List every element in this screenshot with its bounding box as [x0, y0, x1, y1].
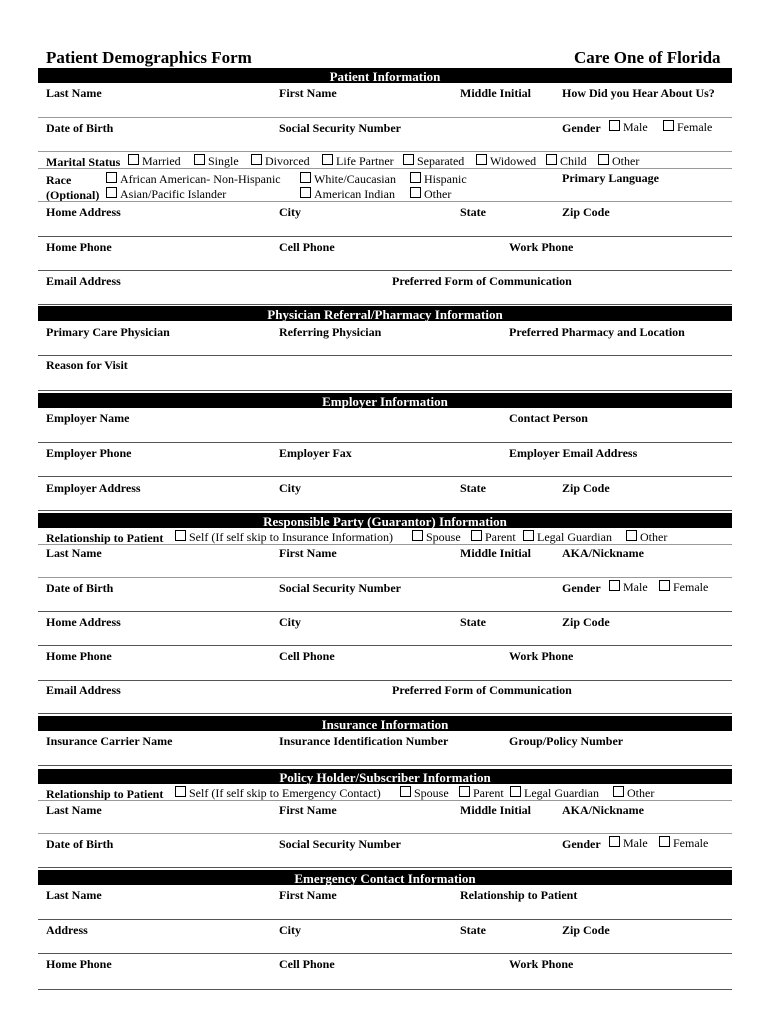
checkbox-icon[interactable] — [510, 786, 521, 797]
emergency-home-phone-label: Home Phone — [46, 957, 112, 971]
patient-first-name-label: First Name — [279, 86, 337, 100]
policy-gender-label: Gender — [562, 837, 601, 851]
patient-ssn-label: Social Security Number — [279, 121, 401, 135]
checkbox-icon[interactable] — [598, 154, 609, 165]
patient-last-name-label: Last Name — [46, 86, 102, 100]
emergency-relationship-label: Relationship to Patient — [460, 888, 578, 902]
race-asian-option[interactable]: Asian/Pacific Islander — [106, 187, 226, 202]
patient-state-label: State — [460, 205, 486, 219]
policy-parent-option[interactable]: Parent — [459, 786, 504, 801]
guarantor-city-label: City — [279, 615, 301, 629]
marital-life-partner-option[interactable]: Life Partner — [322, 154, 394, 169]
checkbox-icon[interactable] — [613, 786, 624, 797]
guarantor-aka-label: AKA/Nickname — [562, 546, 644, 560]
race-african-american-option[interactable]: African American- Non-Hispanic — [106, 172, 281, 187]
marital-widowed-option[interactable]: Widowed — [476, 154, 536, 169]
section-emergency-contact: Emergency Contact Information — [38, 870, 732, 885]
policy-last-name-label: Last Name — [46, 803, 102, 817]
guarantor-gender-label: Gender — [562, 581, 601, 595]
patient-cell-phone-label: Cell Phone — [279, 240, 335, 254]
patient-work-phone-label: Work Phone — [509, 240, 574, 254]
marital-divorced-option[interactable]: Divorced — [251, 154, 310, 169]
patient-dob-label: Date of Birth — [46, 121, 114, 135]
patient-gender-female-option[interactable]: Female — [663, 120, 712, 135]
emergency-address-label: Address — [46, 923, 88, 937]
guarantor-gender-female-option[interactable]: Female — [659, 580, 708, 595]
guarantor-home-phone-label: Home Phone — [46, 649, 112, 663]
checkbox-icon[interactable] — [626, 530, 637, 541]
guarantor-dob-label: Date of Birth — [46, 581, 114, 595]
checkbox-icon[interactable] — [251, 154, 262, 165]
employer-zip-label: Zip Code — [562, 481, 610, 495]
emergency-work-phone-label: Work Phone — [509, 957, 574, 971]
checkbox-icon[interactable] — [410, 172, 421, 183]
guarantor-gender-male-option[interactable]: Male — [609, 580, 648, 595]
guarantor-last-name-label: Last Name — [46, 546, 102, 560]
policy-dob-label: Date of Birth — [46, 837, 114, 851]
emergency-zip-label: Zip Code — [562, 923, 610, 937]
guarantor-legal-guardian-option[interactable]: Legal Guardian — [523, 530, 612, 545]
checkbox-icon[interactable] — [322, 154, 333, 165]
checkbox-icon[interactable] — [659, 580, 670, 591]
checkbox-icon[interactable] — [459, 786, 470, 797]
employer-state-label: State — [460, 481, 486, 495]
employer-contact-person-label: Contact Person — [509, 411, 588, 425]
patient-city-label: City — [279, 205, 301, 219]
section-physician-referral: Physician Referral/Pharmacy Information — [38, 306, 732, 321]
organization-name: Care One of Florida — [574, 48, 721, 67]
checkbox-icon[interactable] — [106, 172, 117, 183]
emergency-city-label: City — [279, 923, 301, 937]
guarantor-email-label: Email Address — [46, 683, 121, 697]
marital-single-option[interactable]: Single — [194, 154, 239, 169]
employer-phone-label: Employer Phone — [46, 446, 132, 460]
marital-child-option[interactable]: Child — [546, 154, 587, 169]
policy-relationship-label: Relationship to Patient — [46, 787, 164, 801]
policy-first-name-label: First Name — [279, 803, 337, 817]
checkbox-icon[interactable] — [663, 120, 674, 131]
patient-email-label: Email Address — [46, 274, 121, 288]
guarantor-zip-label: Zip Code — [562, 615, 610, 629]
race-american-indian-option[interactable]: American Indian — [300, 187, 395, 202]
marital-married-option[interactable]: Married — [128, 154, 181, 169]
employer-fax-label: Employer Fax — [279, 446, 352, 460]
policy-self-option[interactable]: Self (If self skip to Emergency Contact) — [175, 786, 381, 801]
checkbox-icon[interactable] — [194, 154, 205, 165]
section-insurance-information: Insurance Information — [38, 716, 732, 731]
checkbox-icon[interactable] — [523, 530, 534, 541]
marital-status-label: Marital Status — [46, 155, 121, 169]
guarantor-self-option[interactable]: Self (If self skip to Insurance Information) — [175, 530, 393, 545]
primary-language-label: Primary Language — [562, 171, 659, 185]
guarantor-work-phone-label: Work Phone — [509, 649, 574, 663]
race-optional-label: (Optional) — [46, 188, 100, 202]
guarantor-first-name-label: First Name — [279, 546, 337, 560]
employer-address-label: Employer Address — [46, 481, 141, 495]
patient-preferred-comm-label: Preferred Form of Communication — [392, 274, 572, 288]
employer-name-label: Employer Name — [46, 411, 130, 425]
patient-home-phone-label: Home Phone — [46, 240, 112, 254]
guarantor-cell-phone-label: Cell Phone — [279, 649, 335, 663]
insurance-group-label: Group/Policy Number — [509, 734, 624, 748]
reason-for-visit-label: Reason for Visit — [46, 358, 128, 372]
marital-separated-option[interactable]: Separated — [403, 154, 464, 169]
checkbox-icon[interactable] — [609, 120, 620, 131]
patient-home-address-label: Home Address — [46, 205, 121, 219]
policy-middle-initial-label: Middle Initial — [460, 803, 532, 817]
patient-middle-initial-label: Middle Initial — [460, 86, 532, 100]
employer-email-label: Employer Email Address — [509, 446, 638, 460]
race-other-option[interactable]: Other — [410, 187, 451, 202]
guarantor-parent-option[interactable]: Parent — [471, 530, 516, 545]
checkbox-icon[interactable] — [175, 530, 186, 541]
guarantor-ssn-label: Social Security Number — [279, 581, 401, 595]
policy-ssn-label: Social Security Number — [279, 837, 401, 851]
checkbox-icon[interactable] — [403, 154, 414, 165]
guarantor-preferred-comm-label: Preferred Form of Communication — [392, 683, 572, 697]
checkbox-icon[interactable] — [410, 187, 421, 198]
emergency-state-label: State — [460, 923, 486, 937]
guarantor-other-option[interactable]: Other — [626, 530, 667, 545]
emergency-last-name-label: Last Name — [46, 888, 102, 902]
checkbox-icon[interactable] — [412, 530, 423, 541]
policy-legal-guardian-option[interactable]: Legal Guardian — [510, 786, 599, 801]
checkbox-icon[interactable] — [546, 154, 557, 165]
checkbox-icon[interactable] — [175, 786, 186, 797]
race-label: Race — [46, 173, 72, 187]
checkbox-icon[interactable] — [300, 172, 311, 183]
policy-gender-male-option[interactable]: Male — [609, 836, 648, 851]
insurance-carrier-label: Insurance Carrier Name — [46, 734, 173, 748]
race-hispanic-option[interactable]: Hispanic — [410, 172, 467, 187]
checkbox-icon[interactable] — [106, 187, 117, 198]
policy-other-option[interactable]: Other — [613, 786, 654, 801]
checkbox-icon[interactable] — [609, 580, 620, 591]
race-white-option[interactable]: White/Caucasian — [300, 172, 396, 187]
patient-gender-male-option[interactable]: Male — [609, 120, 648, 135]
insurance-id-label: Insurance Identification Number — [279, 734, 449, 748]
policy-aka-label: AKA/Nickname — [562, 803, 644, 817]
form-title: Patient Demographics Form — [46, 48, 252, 67]
guarantor-state-label: State — [460, 615, 486, 629]
section-guarantor-information: Responsible Party (Guarantor) Information — [38, 513, 732, 528]
emergency-cell-phone-label: Cell Phone — [279, 957, 335, 971]
guarantor-home-address-label: Home Address — [46, 615, 121, 629]
patient-gender-label: Gender — [562, 121, 601, 135]
section-policy-holder: Policy Holder/Subscriber Information — [38, 769, 732, 784]
section-employer-information: Employer Information — [38, 393, 732, 408]
guarantor-middle-initial-label: Middle Initial — [460, 546, 532, 560]
employer-city-label: City — [279, 481, 301, 495]
policy-spouse-option[interactable]: Spouse — [400, 786, 449, 801]
checkbox-icon[interactable] — [659, 836, 670, 847]
checkbox-icon[interactable] — [471, 530, 482, 541]
primary-care-physician-label: Primary Care Physician — [46, 325, 170, 339]
checkbox-icon[interactable] — [476, 154, 487, 165]
checkbox-icon[interactable] — [128, 154, 139, 165]
section-patient-information: Patient Information — [38, 68, 732, 83]
checkbox-icon[interactable] — [609, 836, 620, 847]
marital-other-option[interactable]: Other — [598, 154, 639, 169]
referring-physician-label: Referring Physician — [279, 325, 382, 339]
preferred-pharmacy-label: Preferred Pharmacy and Location — [509, 325, 685, 339]
guarantor-relationship-label: Relationship to Patient — [46, 531, 164, 545]
checkbox-icon[interactable] — [300, 187, 311, 198]
emergency-first-name-label: First Name — [279, 888, 337, 902]
patient-heard-label: How Did you Hear About Us? — [562, 86, 715, 100]
patient-zip-label: Zip Code — [562, 205, 610, 219]
guarantor-spouse-option[interactable]: Spouse — [412, 530, 461, 545]
policy-gender-female-option[interactable]: Female — [659, 836, 708, 851]
checkbox-icon[interactable] — [400, 786, 411, 797]
